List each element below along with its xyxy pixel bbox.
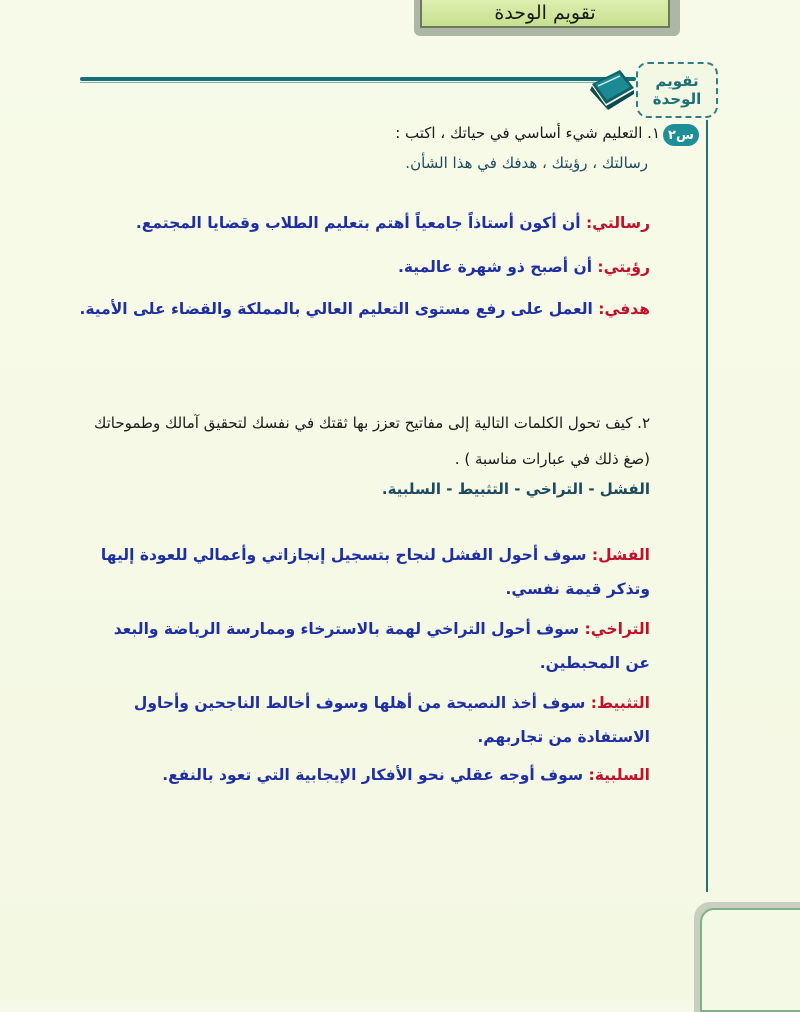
- question-marker: [663, 124, 699, 146]
- answer-label: السلبية:: [588, 766, 650, 784]
- answer-text: سوف أوجه عقلي نحو الأفكار الإيجابية التي تعود بالنفع.: [162, 766, 589, 784]
- answer-text: سوف أخذ النصيحة من أهلها وسوف أخالط الناجحين وأحاول الاستفادة من تجاربهم.: [133, 694, 650, 746]
- answer-text: أن أكون أستاذاً جامعياً أهتم بتعليم الطلاب وقضايا المجتمع.: [135, 214, 586, 232]
- answer-text: سوف أحول الفشل لنجاح بتسجيل إنجازاتي وأعمالي للعودة إليها وتذكر قيمة نفسي.: [100, 546, 650, 598]
- answer-text: أن أصبح ذو شهرة عالمية.: [398, 258, 598, 276]
- question2-words: الفشل - التراخي - التثبيط - السلبية.: [381, 480, 650, 498]
- question1-subprompt: رسالتك ، رؤيتك ، هدفك في هذا الشأن.: [405, 154, 648, 172]
- answer-text: العمل على رفع مستوى التعليم العالي بالمملكة والقضاء على الأمية.: [79, 300, 599, 318]
- answer2-discouragement: [90, 686, 650, 754]
- answer-label: هدفي:: [598, 300, 650, 318]
- badge-line-1: تقويم: [655, 72, 699, 90]
- answer-label: التراخي:: [584, 620, 650, 638]
- badge-line-2: الوحدة: [652, 90, 702, 108]
- answer2-laxity: [90, 612, 650, 680]
- header-rule-thin: [80, 82, 610, 83]
- header-rule: [80, 77, 636, 81]
- question2-prompt-line2: (صغ ذلك في عبارات مناسبة ) .: [454, 450, 650, 468]
- question-marker-label: س٢: [668, 127, 694, 143]
- answer1-mission: [136, 214, 650, 232]
- answer-text: سوف أحول التراخي لهمة بالاسترخاء وممارسة الرياضة والبعد عن المحبطين.: [113, 620, 650, 672]
- answer-label: رؤيتي:: [597, 258, 650, 276]
- answer-label: الفشل:: [591, 546, 650, 564]
- margin-rule: [706, 120, 708, 892]
- corner-box: [700, 908, 800, 1012]
- unit-tab-title: تقويم الوحدة: [494, 2, 596, 24]
- unit-evaluation-badge: [636, 62, 718, 118]
- book-icon: [586, 66, 638, 112]
- unit-tab: [420, 0, 670, 28]
- answer2-negativity: [162, 766, 650, 784]
- answer2-failure: [90, 538, 650, 606]
- question2-prompt-line1: ٢. كيف تحول الكلمات التالية إلى مفاتيح تعزز بها ثقتك في نفسك لتحقيق آمالك وطموحاتك: [93, 414, 650, 432]
- answer1-vision: [398, 258, 650, 276]
- answer1-goal: [80, 300, 651, 318]
- answer-label: رسالتي:: [585, 214, 650, 232]
- question1-prompt: ١. التعليم شيء أساسي في حياتك ، اكتب :: [395, 124, 660, 142]
- answer-label: التثبيط:: [590, 694, 650, 712]
